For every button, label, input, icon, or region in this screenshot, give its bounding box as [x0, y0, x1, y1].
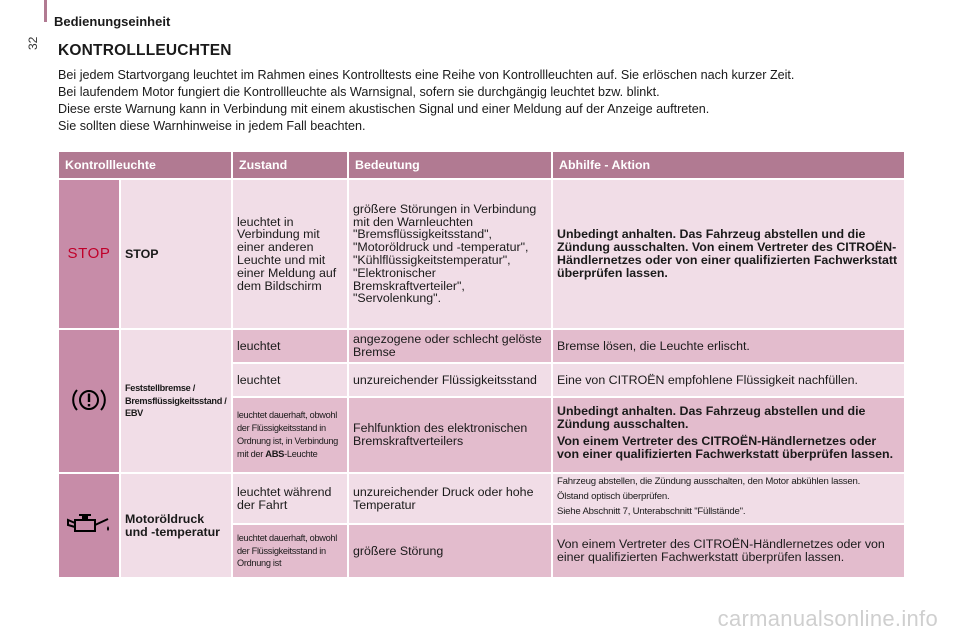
lamp-name: Motoröldruck und -temperatur: [121, 474, 231, 577]
page-title: KONTROLLLEUCHTEN: [58, 42, 232, 59]
watermark: carmanualsonline.info: [717, 606, 938, 631]
column-header-meaning: Bedeutung: [349, 152, 551, 178]
action-cell: Bremse lösen, die Leuchte erlischt.: [553, 330, 904, 362]
intro-paragraph: Sie sollten diese Warnhinweise in jedem Fall beachten.: [58, 119, 366, 133]
stop-icon: STOP: [67, 244, 111, 262]
action-cell: [553, 474, 904, 523]
warning-lights-table: [57, 150, 906, 579]
oil-can-icon: [66, 512, 112, 536]
section-title: Bedienungseinheit: [54, 14, 171, 29]
action-text: Siehe Abschnitt 7, Unterabschnitt "Füllstände".: [557, 506, 746, 517]
meaning-cell: unzureichender Flüssigkeitsstand: [349, 364, 551, 396]
meaning-cell: Fehlfunktion des elektronischen Bremskraftverteilers: [349, 398, 551, 472]
intro-paragraph: Diese erste Warnung kann in Verbindung mit einem akustischen Signal und einer Meldung auf der Anzeige auftreten.: [58, 102, 710, 116]
state-text: leuchtet dauerhaft, obwohl der Flüssigkeitsstand in Ordnung ist, in Verbindung mit der: [237, 410, 338, 459]
lamp-name: STOP: [121, 180, 231, 328]
state-cell: leuchtet in Verbindung mit einer anderen Leuchte und mit einer Meldung auf dem Bildschirm: [233, 180, 347, 328]
meaning-cell: unzureichender Druck oder hohe Temperatur: [349, 474, 551, 523]
table-header-row: [59, 152, 904, 178]
action-text: Fahrzeug abstellen, die Zündung ausschalten, den Motor abkühlen lassen.: [557, 476, 861, 487]
brake-warning-icon: [71, 384, 107, 416]
intro-paragraph: Bei jedem Startvorgang leuchtet im Rahmen eines Kontrolltests eine Reihe von Kontrollleuchten auf. Sie erlöschen nach kurzer Zeit.: [58, 68, 795, 82]
action-cell: Eine von CITROËN empfohlene Flüssigkeit nachfüllen.: [553, 364, 904, 396]
action-cell: Unbedingt anhalten. Das Fahrzeug abstellen und die Zündung ausschalten. Von einem Vertreter des CITROËN-Händlernetzes oder von einer qualifizierten Fachwerkstatt überprüfen lassen.: [553, 180, 904, 328]
state-cell: leuchtet: [233, 330, 347, 362]
action-cell: [553, 398, 904, 472]
column-header-state: Zustand: [233, 152, 347, 178]
meaning-cell: angezogene oder schlecht gelöste Bremse: [349, 330, 551, 362]
state-cell: [233, 398, 347, 472]
state-cell: leuchtet: [233, 364, 347, 396]
meaning-cell: größere Störung: [349, 525, 551, 577]
table-row: [59, 474, 904, 523]
brake-icon-cell: [59, 330, 119, 472]
action-text: Ölstand optisch überprüfen.: [557, 491, 670, 502]
oil-icon-cell: [59, 474, 119, 577]
page-number: 32: [26, 36, 40, 50]
column-header-lamp: Kontrollleuchte: [59, 152, 231, 178]
lamp-name: Feststellbremse / Bremsflüssigkeitsstand / EBV: [121, 330, 231, 472]
action-text: Unbedingt anhalten. Das Fahrzeug abstellen und die Zündung ausschalten.: [557, 404, 866, 432]
state-text: -Leuchte: [284, 448, 318, 459]
abs-label: ABS: [265, 447, 285, 459]
action-text: Von einem Vertreter des CITROËN-Händlernetzes oder von einer qualifizierten Fachwerkstatt überprüfen lassen.: [557, 434, 894, 461]
stop-icon-cell: [59, 180, 119, 328]
state-cell: leuchtet dauerhaft, obwohl der Flüssigkeitsstand in Ordnung ist: [233, 525, 347, 577]
action-cell: Von einem Vertreter des CITROËN-Händlernetzes oder von einer qualifizierten Fachwerkstatt überprüfen lassen.: [553, 525, 904, 577]
meaning-cell: größere Störungen in Verbindung mit den Warnleuchten "Bremsflüssigkeitsstand", "Motoröldruck und -temperatur", "Kühlflüssigkeitstemperatur", "Elektronischer Bremskraftverteiler", "Servolenkung".: [349, 180, 551, 328]
table-row: [59, 180, 904, 328]
intro-paragraph: Bei laufendem Motor fungiert die Kontrollleuchte als Warnsignal, sofern sie durchgängig leuchtet bzw. blinkt.: [58, 85, 660, 99]
table-row: [59, 330, 904, 362]
section-marker: [44, 0, 47, 22]
state-cell: leuchtet während der Fahrt: [233, 474, 347, 523]
intro-text: [58, 68, 908, 136]
column-header-action: Abhilfe - Aktion: [553, 152, 904, 178]
